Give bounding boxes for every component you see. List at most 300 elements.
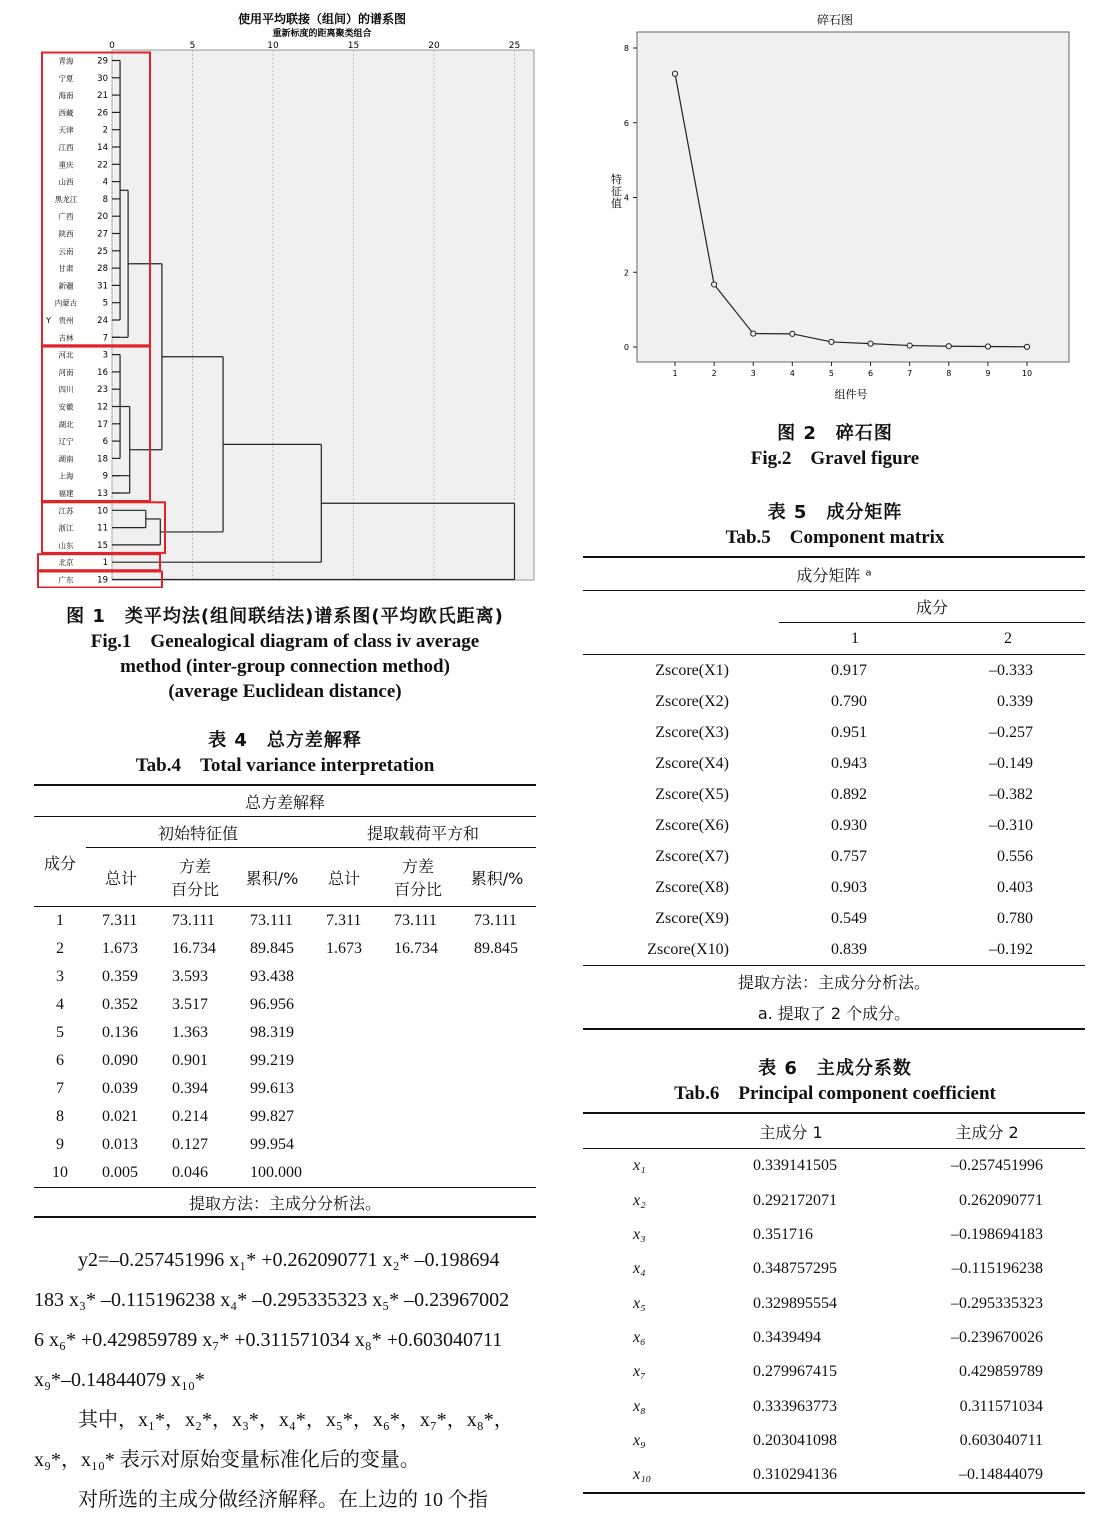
table-cell: 8 — [56, 1108, 64, 1125]
tab5-table — [583, 556, 1085, 1030]
table-cell: 0.917 — [831, 661, 867, 679]
scree-xtick-label: 4 — [789, 369, 795, 378]
table-cell: 0.039 — [102, 1080, 138, 1097]
table-cell: 99.954 — [250, 1136, 294, 1153]
dendrogram-leaf-name: 上海 — [58, 471, 74, 481]
dendrogram-leaf-id: 17 — [97, 419, 108, 430]
table-cell: x₂ — [633, 1191, 646, 1209]
table-cell: Zscore(X2) — [655, 692, 729, 710]
tab5-caption-en: Tab.5 Component matrix — [725, 527, 945, 548]
table-row — [34, 1047, 536, 1075]
table-cell: 7 — [56, 1080, 64, 1097]
dendrogram-leaf-name: 河南 — [58, 367, 74, 377]
table-cell: Zscore(X5) — [655, 785, 729, 803]
table-cell: x₉ — [633, 1431, 646, 1449]
tab4-table — [34, 784, 536, 1218]
table-cell — [310, 991, 378, 1019]
tab6-table — [583, 1112, 1085, 1494]
table-cell: 0.339 — [997, 692, 1033, 710]
text-line-3: 6 x₆* +0.429859789 x₇* +0.311571034 x₈* +0.603040711 — [34, 1329, 503, 1351]
dendrogram-leaf-name: 广西 — [58, 212, 74, 222]
table-cell: x₇ — [633, 1363, 646, 1381]
table-cell — [310, 1019, 378, 1047]
table-cell: 0.352 — [102, 996, 138, 1013]
scree-point — [1024, 344, 1029, 349]
scree-xtick-label: 5 — [828, 369, 834, 378]
table-cell: 0.013 — [102, 1136, 138, 1153]
table-cell: 0.292172071 — [753, 1191, 837, 1209]
tab5-caption-zh: 表 5 成分矩阵 — [767, 502, 903, 523]
table-cell: –0.149 — [989, 754, 1033, 772]
scree-point — [829, 339, 834, 344]
tab4-col-var — [156, 848, 234, 907]
fig1-dendrogram — [30, 8, 540, 588]
scree-point — [751, 331, 756, 336]
table-cell: 0.005 — [102, 1164, 138, 1181]
tab5-col-1: 1 — [851, 629, 859, 647]
tab5-blank — [583, 591, 779, 623]
table-row — [583, 1286, 1085, 1320]
table-cell: 73.111 — [394, 912, 437, 929]
tab4-col-total: 总计 — [104, 868, 137, 888]
table-cell: x₃ — [633, 1226, 646, 1244]
table-cell: 6 — [56, 1052, 64, 1069]
dendrogram-leaf-name: 北京 — [58, 558, 74, 568]
dendrogram-leaf-id: 23 — [97, 385, 108, 396]
table-row — [583, 717, 1085, 748]
table-cell: 0.394 — [172, 1080, 208, 1097]
dendrogram-leaf-id: 4 — [102, 177, 108, 188]
dendrogram-leaf-id: 6 — [102, 437, 108, 448]
table-cell: x₈ — [633, 1397, 646, 1415]
text-line-6: x₉*，x₁₀* 表示对原始变量标准化后的变量。 — [34, 1449, 420, 1471]
table-cell: 96.956 — [250, 996, 294, 1013]
dendrogram-leaf-name: 吉林 — [58, 333, 74, 343]
table-row — [583, 841, 1085, 872]
table-cell: 9 — [56, 1136, 64, 1153]
dendrogram-leaf-id: 21 — [97, 91, 108, 102]
dendrogram-leaf-id: 11 — [97, 523, 108, 534]
table-cell: 0.333963773 — [753, 1397, 837, 1415]
table-cell — [310, 1047, 378, 1075]
dendrogram-leaf-id: 27 — [97, 229, 108, 240]
table-cell: 0.348757295 — [753, 1260, 837, 1278]
scree-ytick-label: 2 — [623, 268, 629, 278]
table-cell: 0.930 — [831, 816, 867, 834]
text-line-5: 其中，x₁*，x₂*，x₃*，x₄*，x₅*，x₆*，x₇*，x₈*， — [78, 1409, 514, 1431]
table-cell: –0.382 — [989, 785, 1033, 803]
table-cell — [310, 1103, 378, 1131]
table-cell: 0.339141505 — [753, 1157, 837, 1175]
table-cell: 98.319 — [250, 1024, 294, 1041]
dendrogram-leaf-id: 8 — [102, 194, 108, 205]
fig1-caption — [30, 604, 540, 704]
tab5-col-2: 2 — [1004, 629, 1012, 647]
table-cell: 0.329895554 — [753, 1294, 837, 1312]
dendrogram-leaf-id: 28 — [97, 264, 108, 275]
dendrogram-leaf-name: 浙江 — [58, 523, 74, 533]
table-cell — [310, 1131, 378, 1159]
scree-title: 碎石图 — [816, 13, 854, 27]
table-cell — [458, 991, 536, 1019]
table-cell: 7.311 — [102, 912, 138, 929]
table-cell — [378, 1103, 458, 1131]
tab4-col-var-1: 方差 — [178, 857, 211, 876]
dendrogram-leaf-name: 山东 — [58, 540, 74, 550]
table-cell — [458, 1159, 536, 1188]
table-row — [34, 991, 536, 1019]
tab4-col-cum-2: 累积/% — [470, 868, 524, 888]
table-cell: 73.111 — [250, 912, 293, 929]
table-cell: 7.311 — [326, 912, 362, 929]
table-cell: 1.363 — [172, 1024, 208, 1041]
table-cell: Zscore(X1) — [655, 661, 729, 679]
dendrogram-leaf-id: 9 — [102, 471, 108, 482]
dendrogram-tick-label: 25 — [508, 41, 521, 51]
table-cell: 0.429859789 — [959, 1363, 1043, 1381]
scree-xtick-label: 10 — [1021, 369, 1033, 378]
dendrogram-leaf-id: 1 — [102, 558, 108, 569]
dendrogram-leaf-name: 新疆 — [58, 281, 74, 291]
table-cell: 0.403 — [997, 878, 1033, 896]
scree-ytick-label: 6 — [623, 118, 629, 128]
table-cell — [378, 1047, 458, 1075]
table-cell: 0.090 — [102, 1052, 138, 1069]
table-cell: 0.310294136 — [753, 1466, 837, 1484]
scree-point — [985, 344, 990, 349]
table-cell: 16.734 — [172, 940, 216, 957]
scree-xtick-label: 9 — [985, 369, 991, 378]
table-cell: 0.943 — [831, 754, 867, 772]
table-cell: 0.351716 — [753, 1226, 813, 1244]
scree-point — [712, 282, 717, 287]
table-cell: –0.192 — [989, 940, 1033, 958]
table-cell: 73.111 — [474, 912, 517, 929]
table-cell: 0.136 — [102, 1024, 138, 1041]
dendrogram-leaf-name: 贵州 — [58, 316, 74, 325]
table-cell: x₁₀ — [633, 1466, 652, 1484]
table-cell: 0.903 — [831, 878, 867, 896]
table-cell: 0.214 — [172, 1108, 208, 1125]
table-cell: Zscore(X7) — [655, 847, 729, 865]
table-row — [583, 934, 1085, 966]
dendrogram-leaf-id: 19 — [97, 575, 108, 586]
tab4-group-initial: 初始特征值 — [86, 817, 310, 848]
table-cell: 89.845 — [250, 940, 294, 957]
dendrogram-leaf-name: 云南 — [58, 246, 74, 256]
table-cell: –0.198694183 — [951, 1226, 1043, 1244]
table-cell: 89.845 — [474, 940, 518, 957]
dendrogram-tick-label: 0 — [109, 41, 115, 51]
scree-xtick-label: 1 — [672, 369, 678, 378]
table-row — [583, 903, 1085, 934]
text-line-2: 183 x₃* –0.115196238 x₄* –0.295335323 x₅* –0.23967002 — [34, 1289, 510, 1311]
scree-ytick-label: 8 — [623, 44, 629, 53]
fig2-caption — [585, 421, 1085, 471]
fig1-caption-zh: 图 1 类平均法(组间联结法)谱系图(平均欧氏距离) — [66, 606, 504, 627]
scree-xlabel: 组件号 — [834, 388, 868, 401]
dendrogram-leaf-id: 14 — [97, 143, 108, 153]
dendrogram-leaf-name: 海南 — [58, 91, 74, 101]
fig1-caption-en-2: method (inter-group connection method) — [120, 656, 450, 677]
table-cell: 10 — [52, 1164, 68, 1181]
tab4-col-var-2: 百分比 — [170, 880, 219, 899]
dendrogram-leaf-name: 四川 — [58, 385, 74, 395]
table-row — [583, 1355, 1085, 1389]
table-cell: 1 — [56, 912, 64, 929]
table-cell: –0.295335323 — [951, 1294, 1043, 1312]
table-cell: 0.780 — [997, 909, 1033, 927]
dendrogram-y-marker: Y — [46, 316, 51, 325]
table-row — [34, 1075, 536, 1103]
table-cell: 0.901 — [172, 1052, 208, 1069]
tab5-header: 成分矩阵 ᵃ — [583, 557, 1085, 591]
table-cell — [378, 1131, 458, 1159]
table-cell: 0.127 — [172, 1136, 208, 1153]
dendrogram-tick-label: 10 — [267, 41, 279, 51]
table-cell: 0.359 — [102, 968, 138, 985]
table-cell: x₄ — [633, 1260, 646, 1278]
table-cell: 73.111 — [172, 912, 215, 929]
dendrogram-leaf-name: 青海 — [58, 56, 74, 66]
scree-point — [790, 331, 795, 336]
dendrogram-leaf-name: 重庆 — [58, 160, 74, 170]
scree-point — [946, 344, 951, 349]
table-cell — [458, 1019, 536, 1047]
dendrogram-leaf-id: 20 — [97, 212, 108, 223]
table-row — [583, 1321, 1085, 1355]
tab4-col-var-b — [378, 848, 458, 907]
tab6-col-2: 主成分 2 — [955, 1122, 1019, 1142]
dendrogram-title: 使用平均联接（组间）的谱系图 — [237, 12, 407, 26]
dendrogram-leaf-id: 30 — [97, 73, 108, 84]
dendrogram-leaf-id: 15 — [97, 540, 108, 551]
table-cell — [458, 1131, 536, 1159]
dendrogram-leaf-name: 湖北 — [58, 419, 74, 429]
dendrogram-leaf-id: 29 — [97, 56, 108, 67]
table-cell — [378, 1159, 458, 1188]
table-row — [583, 779, 1085, 810]
fig1-caption-en-3: (average Euclidean distance) — [168, 681, 402, 702]
table-row — [34, 907, 536, 936]
dendrogram-leaf-name: 西藏 — [58, 108, 74, 118]
table-row — [34, 1019, 536, 1047]
table-cell: x₆ — [633, 1328, 646, 1346]
table-cell: –0.257 — [989, 723, 1033, 741]
table-row — [583, 655, 1085, 687]
table-cell — [310, 1159, 378, 1188]
dendrogram-leaf-name: 陕西 — [58, 229, 74, 239]
tab5-caption — [585, 500, 1085, 550]
tab6-caption-en: Tab.6 Principal component coefficient — [674, 1083, 996, 1104]
table-cell: 1.673 — [326, 940, 362, 957]
tab5-footer-2: a. 提取了 2 个成分。 — [757, 1004, 911, 1023]
table-cell — [458, 1047, 536, 1075]
tab6-blank — [583, 1113, 693, 1149]
dendrogram-tick-label: 15 — [347, 41, 360, 51]
dendrogram-plot-area — [112, 50, 534, 580]
scree-ytick-label: 0 — [623, 343, 629, 352]
table-cell: 0.549 — [831, 909, 867, 927]
table-cell — [378, 1075, 458, 1103]
dendrogram-leaf-id: 2 — [102, 125, 108, 136]
table-cell: 99.613 — [250, 1080, 294, 1097]
table-cell — [378, 991, 458, 1019]
table-cell — [378, 963, 458, 991]
table-cell: 93.438 — [250, 968, 294, 985]
dendrogram-leaf-name: 内蒙古 — [54, 298, 78, 308]
fig2-caption-en: Fig.2 Gravel figure — [750, 448, 920, 469]
table-cell: 0.262090771 — [959, 1191, 1043, 1209]
dendrogram-leaf-name: 黑龙江 — [54, 194, 78, 204]
dendrogram-leaf-name: 江苏 — [58, 506, 74, 516]
dendrogram-leaf-id: 24 — [97, 316, 108, 326]
dendrogram-leaf-id: 5 — [102, 298, 108, 309]
dendrogram-leaf-id: 12 — [97, 402, 108, 413]
dendrogram-leaf-name: 宁夏 — [58, 73, 74, 83]
tab5-blank-2 — [583, 623, 779, 655]
table-cell: 0.021 — [102, 1108, 138, 1125]
table-cell: Zscore(X4) — [655, 754, 729, 772]
tab4-col-total-2: 总计 — [327, 868, 360, 888]
tab4-col-cum: 累积/% — [245, 868, 299, 888]
table-row — [583, 1149, 1085, 1184]
text-line-1: y2=–0.257451996 x₁* +0.262090771 x₂* –0.198694 — [78, 1249, 500, 1271]
table-cell: 3.593 — [172, 968, 208, 985]
dendrogram-leaf-id: 10 — [97, 506, 108, 517]
table-row — [583, 1184, 1085, 1218]
table-cell: 100.000 — [250, 1164, 302, 1181]
table-row — [583, 1218, 1085, 1252]
table-row — [583, 686, 1085, 717]
table-row — [583, 1252, 1085, 1286]
table-row — [583, 748, 1085, 779]
dendrogram-tick-label: 20 — [428, 41, 440, 51]
dendrogram-leaf-id: 25 — [97, 246, 108, 257]
table-cell: 99.827 — [250, 1108, 294, 1125]
tab6-caption — [585, 1056, 1085, 1106]
table-cell: 0.203041098 — [753, 1431, 837, 1449]
table-cell — [458, 1103, 536, 1131]
table-cell: 2 — [56, 940, 64, 957]
table-cell: –0.310 — [989, 816, 1033, 834]
table-cell: 0.790 — [831, 692, 867, 710]
table-cell: 3.517 — [172, 996, 208, 1013]
scree-point — [672, 71, 677, 76]
table-cell: Zscore(X6) — [655, 816, 729, 834]
tab4-col-var-2b: 百分比 — [393, 880, 442, 899]
table-cell: 5 — [56, 1024, 64, 1041]
table-cell: –0.257451996 — [951, 1157, 1043, 1175]
fig2-scree-plot — [585, 8, 1085, 408]
table-cell: 0.311571034 — [959, 1397, 1043, 1415]
table-cell: 0.839 — [831, 940, 867, 958]
dendrogram-leaf-name: 甘肃 — [58, 264, 74, 274]
dendrogram-leaf-name: 湖南 — [58, 454, 74, 464]
tab4-col-component: 成分 — [43, 854, 76, 873]
table-cell: –0.239670026 — [951, 1328, 1043, 1346]
scree-point — [868, 341, 873, 346]
dendrogram-leaf-name: 福建 — [58, 489, 74, 498]
table-cell: 3 — [56, 968, 64, 985]
table-cell: –0.115196238 — [951, 1260, 1043, 1278]
fig1-caption-en-1: Fig.1 Genealogical diagram of class iv average — [90, 631, 480, 652]
table-cell: 0.556 — [997, 847, 1033, 865]
dendrogram-leaf-id: 13 — [97, 489, 108, 499]
tab5-footer-1: 提取方法：主成分分析法。 — [737, 973, 930, 992]
table-cell — [458, 963, 536, 991]
tab5-group: 成分 — [779, 591, 1085, 623]
dendrogram-leaf-name: 安徽 — [58, 402, 74, 412]
text-line-4: x₉*–0.14844079 x₁₀* — [34, 1369, 205, 1391]
scree-xtick-label: 3 — [750, 369, 756, 378]
tab4-col-var-1b: 方差 — [401, 857, 434, 876]
text-line-7: 对所选的主成分做经济解释。在上边的 10 个指 — [78, 1489, 488, 1511]
table-cell: 0.279967415 — [753, 1363, 837, 1381]
fig2-caption-zh: 图 2 碎石图 — [777, 423, 893, 444]
table-cell: 16.734 — [394, 940, 438, 957]
table-cell: 99.219 — [250, 1052, 294, 1069]
scree-xtick-label: 2 — [711, 369, 717, 378]
dendrogram-leaf-id: 18 — [97, 454, 108, 465]
scree-svg — [585, 8, 1085, 408]
dendrogram-leaf-name: 河北 — [58, 350, 74, 360]
dendrogram-leaf-id: 22 — [97, 160, 108, 171]
tab4-footer: 提取方法：主成分分析法。 — [188, 1193, 381, 1213]
table-cell: Zscore(X3) — [655, 723, 729, 741]
scree-xtick-label: 8 — [946, 369, 952, 378]
table-cell — [458, 1075, 536, 1103]
scree-ytick-label: 4 — [623, 193, 629, 203]
scree-plot-area — [637, 32, 1069, 362]
table-cell: 0.951 — [831, 723, 867, 741]
dendrogram-subtitle: 重新标度的距离聚类组合 — [272, 29, 372, 39]
tab6-col-1: 主成分 1 — [759, 1122, 823, 1142]
tab4-caption-zh: 表 4 总方差解释 — [208, 730, 362, 751]
table-cell: 0.046 — [172, 1164, 208, 1181]
dendrogram-svg — [30, 8, 540, 588]
dendrogram-leaf-id: 16 — [97, 367, 108, 378]
table-row — [583, 872, 1085, 903]
tab4-caption-en: Tab.4 Total variance interpretation — [135, 755, 435, 776]
tab4-group-extract: 提取载荷平方和 — [310, 817, 536, 848]
table-cell: –0.333 — [989, 661, 1033, 679]
dendrogram-tick-label: 5 — [189, 41, 196, 51]
table-cell — [378, 1019, 458, 1047]
dendrogram-leaf-name: 江西 — [58, 143, 74, 152]
table-cell: 1.673 — [102, 940, 138, 957]
table-cell: 0.603040711 — [959, 1431, 1043, 1449]
table-cell: –0.14844079 — [959, 1466, 1043, 1484]
table-row — [34, 963, 536, 991]
dendrogram-leaf-id: 26 — [97, 108, 108, 119]
dendrogram-leaf-name: 山西 — [58, 177, 74, 187]
dendrogram-leaf-name: 广东 — [58, 575, 74, 585]
table-row — [34, 1131, 536, 1159]
table-cell: x₁ — [633, 1157, 646, 1175]
scree-ylabel: 特征值 — [611, 173, 622, 210]
table-cell: 0.892 — [831, 785, 867, 803]
dendrogram-leaf-name: 辽宁 — [58, 437, 74, 447]
dendrogram-leaf-id: 3 — [102, 350, 108, 361]
table-row — [34, 935, 536, 963]
table-cell: 4 — [56, 996, 64, 1013]
tab4-caption — [30, 728, 540, 778]
dendrogram-leaf-name: 天津 — [58, 125, 74, 135]
table-row — [583, 1389, 1085, 1423]
body-text — [34, 1240, 536, 1520]
table-cell — [310, 963, 378, 991]
